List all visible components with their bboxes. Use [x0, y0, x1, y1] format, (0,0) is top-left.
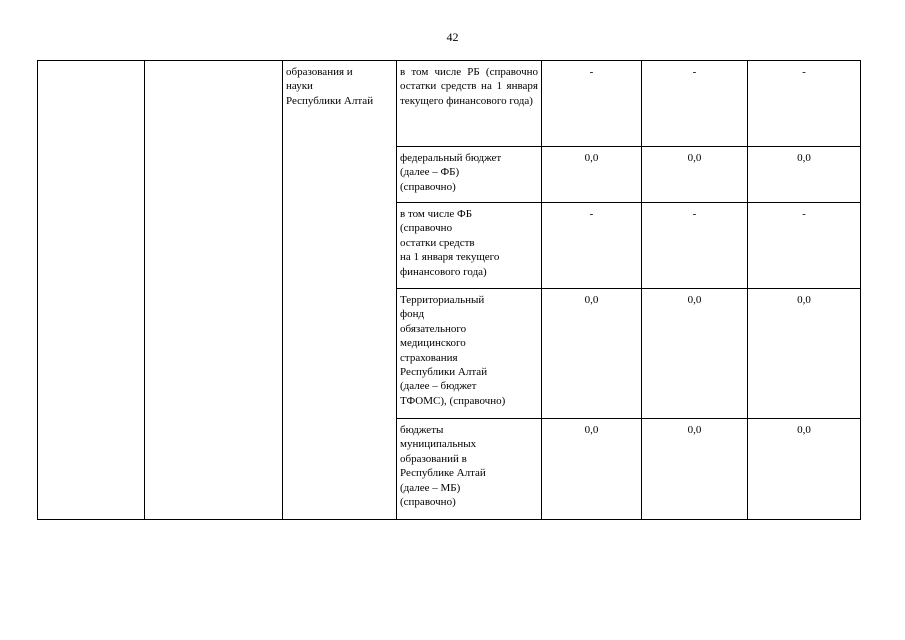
value-cell: -	[748, 61, 861, 147]
value-cell: -	[642, 203, 748, 289]
source-cell	[397, 289, 542, 419]
source-line: бюджеты	[400, 424, 444, 436]
empty-cell-col1	[38, 61, 145, 520]
source-line: фонд	[400, 308, 425, 321]
value-cell: 0,0	[542, 419, 642, 520]
source-cell	[397, 147, 542, 203]
page-number: 42	[446, 30, 459, 44]
value-cell: -	[542, 61, 642, 147]
value-cell: -	[542, 203, 642, 289]
value-cell: 0,0	[542, 289, 642, 419]
source-line: обязательного	[400, 322, 467, 335]
source-line: Республике Алтай	[400, 467, 486, 480]
value-cell: 0,0	[748, 419, 861, 520]
budget-table	[37, 60, 861, 520]
value-cell: 0,0	[642, 289, 748, 419]
source-line: в том числе ФБ	[400, 208, 473, 220]
table-row	[38, 61, 861, 147]
source-line: муниципальных	[400, 438, 477, 451]
source-line: ТФОМС), (справочно)	[400, 394, 506, 407]
executor-line: Республики Алтай	[286, 94, 374, 107]
source-line: остатки средств	[400, 236, 475, 249]
executor-line: науки	[286, 80, 313, 93]
value-cell: 0,0	[542, 147, 642, 203]
source-line: (справочно)	[400, 496, 456, 509]
source-line: Территориальный	[400, 294, 485, 306]
source-line: (далее – МБ)	[400, 481, 461, 494]
source-cell: в том числе РБ (справочно остатки средств на 1 января текущего финансового года)	[397, 61, 542, 147]
value-cell: 0,0	[748, 147, 861, 203]
source-line: Республики Алтай	[400, 366, 488, 379]
source-line: (далее – бюджет	[400, 380, 477, 393]
value-cell: 0,0	[642, 147, 748, 203]
source-line: финансового года)	[400, 265, 487, 278]
value-cell: -	[748, 203, 861, 289]
source-line: (справочно)	[400, 180, 456, 193]
value-cell: -	[642, 61, 748, 147]
source-line: образований в	[400, 452, 467, 465]
empty-cell-col2	[145, 61, 283, 520]
source-cell	[397, 203, 542, 289]
source-line: (справочно	[400, 222, 453, 235]
executor-cell	[283, 61, 397, 520]
source-cell	[397, 419, 542, 520]
source-line: медицинского	[400, 337, 466, 350]
source-line: страхования	[400, 351, 458, 364]
source-line: на 1 января текущего	[400, 251, 500, 264]
value-cell: 0,0	[642, 419, 748, 520]
value-cell: 0,0	[748, 289, 861, 419]
executor-line: образования и	[286, 66, 353, 78]
source-line: федеральный бюджет	[400, 152, 502, 164]
source-line: (далее – ФБ)	[400, 166, 460, 179]
